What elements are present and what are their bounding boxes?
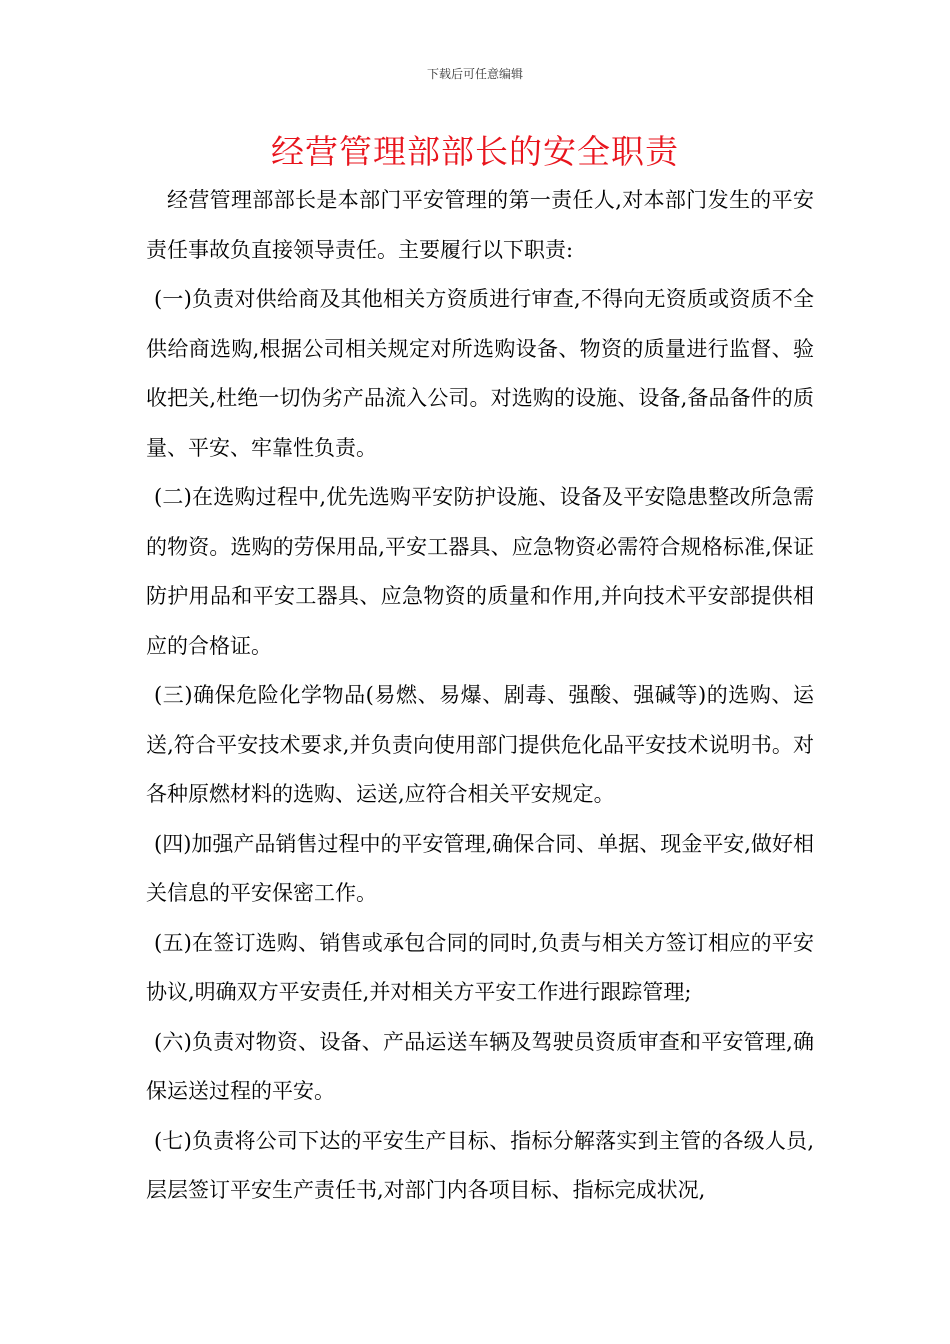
duty-item-3: (三)确保危险化学物品(易燃、易爆、剧毒、强酸、强碱等)的选购、运送,符合平安技术要求,并负责向使用部门提供危化品平安技术说明书。对各种原燃材料的选购、运送,应符合相关平安规定。 bbox=[146, 683, 814, 806]
document-title: 经营管理部部长的安全职责 bbox=[271, 132, 679, 171]
duty-item-5: (五)在签订选购、销售或承包合同的同时,负责与相关方签订相应的平安协议,明确双方平安责任,并对相关方平安工作进行跟踪管理; bbox=[146, 930, 814, 1004]
duty-item-1: (一)负责对供给商及其他相关方资质进行审查,不得向无资质或资质不全供给商选购,根据公司相关规定对所选购设备、物资的质量进行监督、验收把关,杜绝一切伪劣产品流入公司。对选购的设施、设备,备品备件的质量、平安、牢靠性负责。 bbox=[146, 287, 814, 460]
duty-item-7: (七)负责将公司下达的平安生产目标、指标分解落实到主管的各级人员,层层签订平安生产责任书,对部门内各项目标、指标完成状况, bbox=[146, 1128, 814, 1202]
header-note: 下载后可任意编辑 bbox=[426, 67, 523, 81]
document-body bbox=[146, 176, 814, 1216]
duty-item-4: (四)加强产品销售过程中的平安管理,确保合同、单据、现金平安,做好相关信息的平安保密工作。 bbox=[146, 831, 814, 905]
intro-paragraph: 经营管理部部长是本部门平安管理的第一责任人,对本部门发生的平安责任事故负直接领导责任。主要履行以下职责: bbox=[146, 188, 814, 262]
duty-item-6: (六)负责对物资、设备、产品运送车辆及驾驶员资质审查和平安管理,确保运送过程的平安。 bbox=[146, 1029, 814, 1103]
duty-item-2: (二)在选购过程中,优先选购平安防护设施、设备及平安隐患整改所急需的物资。选购的劳保用品,平安工器具、应急物资必需符合规格标准,保证防护用品和平安工器具、应急物资的质量和作用,并向技术平安部提供相应的合格证。 bbox=[146, 485, 814, 658]
